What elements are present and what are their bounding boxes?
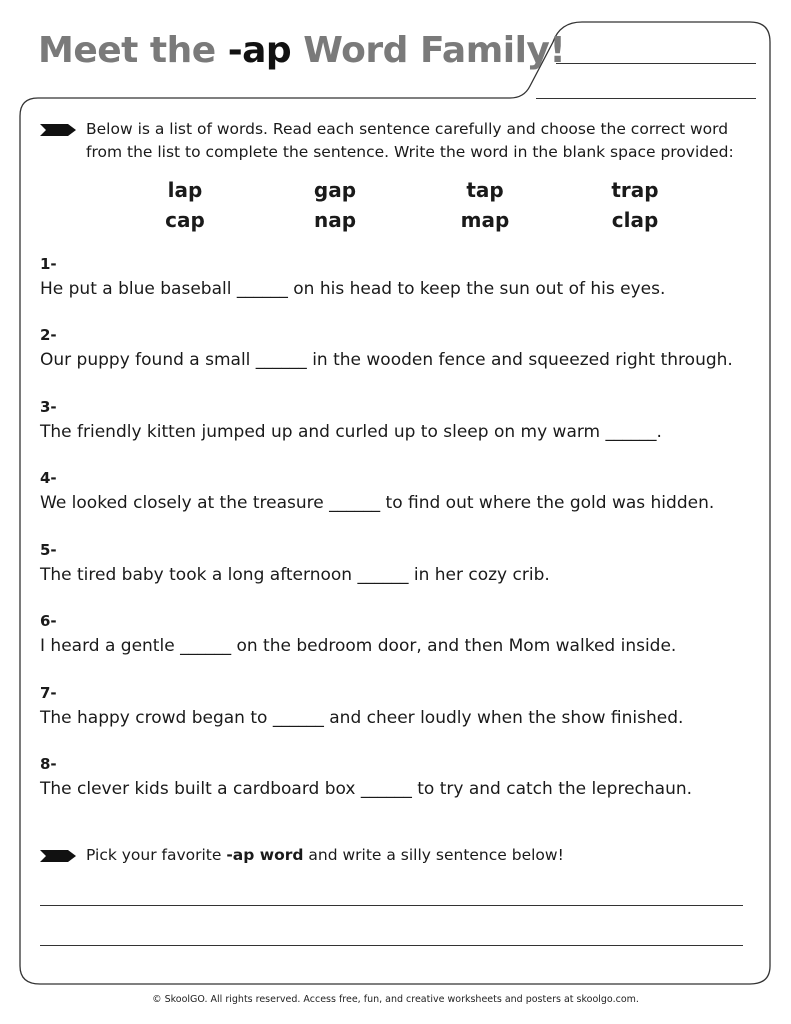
question-5 (40, 541, 760, 587)
answer-blank[interactable]: ______ (605, 422, 657, 442)
question-number: 3- (40, 398, 57, 416)
sentence-end: on the bedroom door, and then Mom walked inside. (231, 636, 677, 656)
question-sentence (40, 706, 760, 730)
question-sentence (40, 634, 760, 658)
question-sentence (40, 777, 760, 801)
name-line-bottom[interactable] (536, 98, 756, 99)
question-4 (40, 469, 760, 515)
arrow-icon (40, 850, 76, 862)
word-trap: trap (611, 178, 659, 202)
sentence-start: The tired baby took a long afternoon (40, 565, 358, 585)
sentence-end: and cheer loudly when the show finished. (323, 708, 684, 728)
bonus-text-bold: -ap word (226, 846, 304, 864)
sentence-end: in her cozy crib. (408, 565, 550, 585)
title-suffix: Word Family! (291, 30, 566, 71)
sentence-start: The happy crowd began to (40, 708, 273, 728)
word-clap: clap (611, 208, 659, 232)
bonus-instruction (86, 844, 746, 867)
arrow-icon (40, 124, 76, 136)
question-1 (40, 255, 760, 301)
question-number: 2- (40, 326, 57, 344)
word-map: map (460, 208, 510, 232)
question-number: 5- (40, 541, 57, 559)
sentence-start: The clever kids built a cardboard box (40, 779, 361, 799)
question-2 (40, 326, 760, 372)
sentence-end: in the wooden fence and squeezed right through. (306, 350, 733, 370)
word-nap: nap (313, 208, 357, 232)
question-number: 7- (40, 684, 57, 702)
question-number: 8- (40, 755, 57, 773)
sentence-end: . (656, 422, 662, 442)
footer-copyright: © SkoolGO. All rights reserved. Access free, fun, and creative worksheets and posters at skoolgo.com. (152, 994, 639, 1005)
answer-blank[interactable]: ______ (329, 493, 381, 513)
sentence-writing-line-1[interactable] (40, 905, 743, 906)
question-3 (40, 398, 760, 444)
question-sentence (40, 348, 760, 372)
sentence-start: I heard a gentle (40, 636, 181, 656)
sentence-start: He put a blue baseball (40, 279, 237, 299)
word-gap: gap (313, 178, 357, 202)
question-8 (40, 755, 760, 801)
instructions-text: Below is a list of words. Read each sentence carefully and choose the correct word from the list to complete the sentence. Write the word in the blank space provided: (86, 120, 734, 161)
word-lap: lap (167, 178, 203, 202)
question-sentence (40, 491, 760, 515)
title-highlight: -ap (227, 30, 292, 71)
sentence-start: Our puppy found a small (40, 350, 256, 370)
question-number: 1- (40, 255, 57, 273)
sentence-end: to find out where the gold was hidden. (380, 493, 715, 513)
answer-blank[interactable]: ______ (180, 636, 232, 656)
question-number: 4- (40, 469, 57, 487)
question-sentence (40, 420, 760, 444)
word-bank (110, 177, 710, 233)
answer-blank[interactable]: ______ (236, 279, 288, 299)
sentence-start: We looked closely at the treasure (40, 493, 330, 513)
question-sentence (40, 563, 760, 587)
sentence-writing-line-2[interactable] (40, 945, 743, 946)
answer-blank[interactable]: ______ (357, 565, 409, 585)
question-7 (40, 684, 760, 730)
sentence-start: The friendly kitten jumped up and curled up to sleep on my warm (40, 422, 606, 442)
question-6 (40, 612, 760, 658)
sentence-end: on his head to keep the sun out of his eyes. (287, 279, 666, 299)
bonus-text-end: and write a silly sentence below! (303, 846, 564, 864)
answer-blank[interactable]: ______ (360, 779, 412, 799)
question-sentence (40, 277, 760, 301)
answer-blank[interactable]: ______ (272, 708, 324, 728)
bonus-text-start: Pick your favorite (86, 846, 227, 864)
sentence-end: to try and catch the leprechaun. (411, 779, 693, 799)
word-tap: tap (466, 178, 504, 202)
title-prefix: Meet the (38, 30, 228, 71)
page-title (38, 30, 565, 71)
word-cap: cap (165, 208, 205, 232)
answer-blank[interactable]: ______ (255, 350, 307, 370)
question-number: 6- (40, 612, 57, 630)
name-line-top[interactable] (556, 63, 756, 64)
